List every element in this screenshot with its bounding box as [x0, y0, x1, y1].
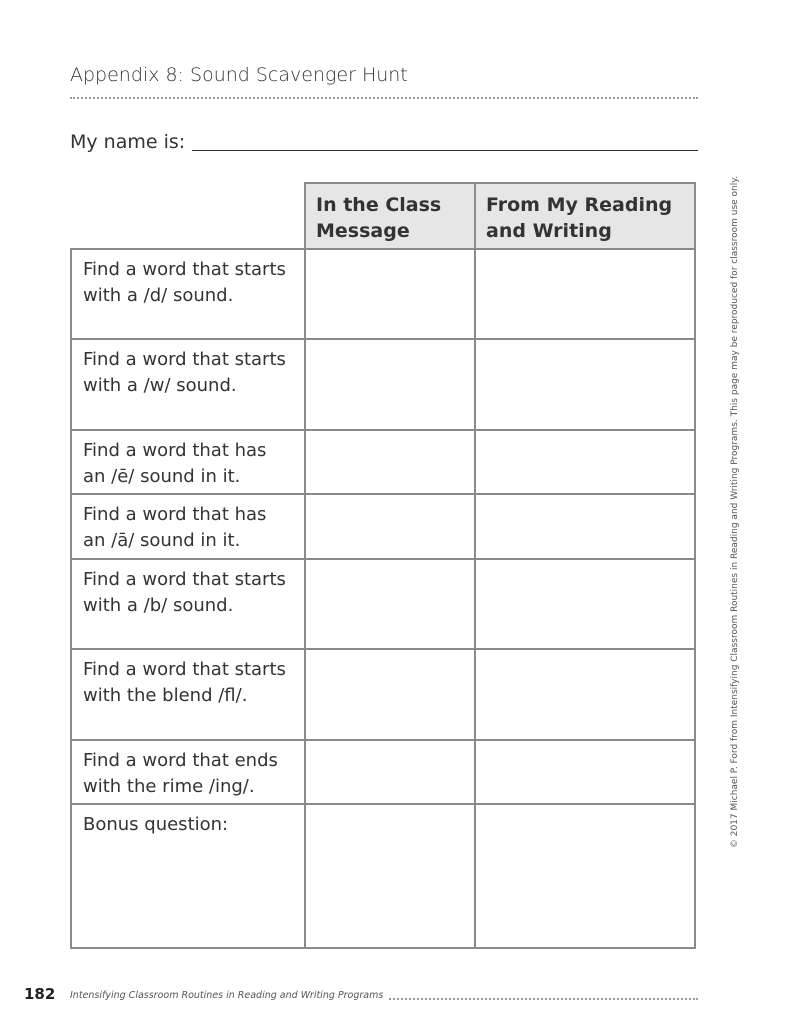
answer-cell-reading-writing[interactable] — [475, 339, 695, 430]
column-header: In the Class Message — [305, 183, 475, 249]
blank-header-cell — [71, 183, 305, 249]
prompt-cell: Find a word that starts with the blend /fl/. — [71, 649, 305, 740]
prompt-cell: Bonus question: — [71, 804, 305, 948]
table-row — [71, 249, 695, 339]
answer-cell-reading-writing[interactable] — [475, 430, 695, 494]
name-label: My name is: — [70, 131, 186, 153]
table-row — [71, 430, 695, 494]
table-row — [71, 494, 695, 559]
answer-cell-class-message[interactable] — [305, 740, 475, 804]
table-row — [71, 339, 695, 430]
prompt-cell: Find a word that starts with a /b/ sound. — [71, 559, 305, 649]
answer-cell-reading-writing[interactable] — [475, 649, 695, 740]
answer-cell-reading-writing[interactable] — [475, 494, 695, 559]
prompt-cell: Find a word that has an /ē/ sound in it. — [71, 430, 305, 494]
prompt-cell: Find a word that starts with a /w/ sound. — [71, 339, 305, 430]
page-title: Appendix 8: Sound Scavenger Hunt — [70, 64, 408, 86]
answer-cell-class-message[interactable] — [305, 559, 475, 649]
page-number: 182 — [24, 985, 56, 1003]
prompt-cell: Find a word that has an /ā/ sound in it. — [71, 494, 305, 559]
answer-cell-class-message[interactable] — [305, 430, 475, 494]
column-header: From My Reading and Writing — [475, 183, 695, 249]
table-row — [71, 740, 695, 804]
copyright-notice: © 2017 Michael P. Ford from Intensifying Classroom Routines in Reading and Writing Programs. This page may be reproduced for classroom use only. — [730, 175, 740, 849]
answer-cell-class-message[interactable] — [305, 249, 475, 339]
table-row — [71, 804, 695, 948]
prompt-cell: Find a word that ends with the rime /ing/. — [71, 740, 305, 804]
name-field-line — [192, 150, 698, 151]
answer-cell-reading-writing[interactable] — [475, 740, 695, 804]
answer-cell-class-message[interactable] — [305, 649, 475, 740]
footer-book-title: Intensifying Classroom Routines in Reading and Writing Programs — [70, 990, 387, 1001]
answer-cell-class-message[interactable] — [305, 804, 475, 948]
prompt-cell: Find a word that starts with a /d/ sound. — [71, 249, 305, 339]
title-divider — [70, 97, 698, 99]
answer-cell-reading-writing[interactable] — [475, 559, 695, 649]
table-row — [71, 649, 695, 740]
answer-cell-reading-writing[interactable] — [475, 249, 695, 339]
answer-cell-class-message[interactable] — [305, 494, 475, 559]
table-row — [71, 559, 695, 649]
answer-cell-class-message[interactable] — [305, 339, 475, 430]
answer-cell-reading-writing[interactable] — [475, 804, 695, 948]
scavenger-hunt-table — [70, 182, 696, 949]
